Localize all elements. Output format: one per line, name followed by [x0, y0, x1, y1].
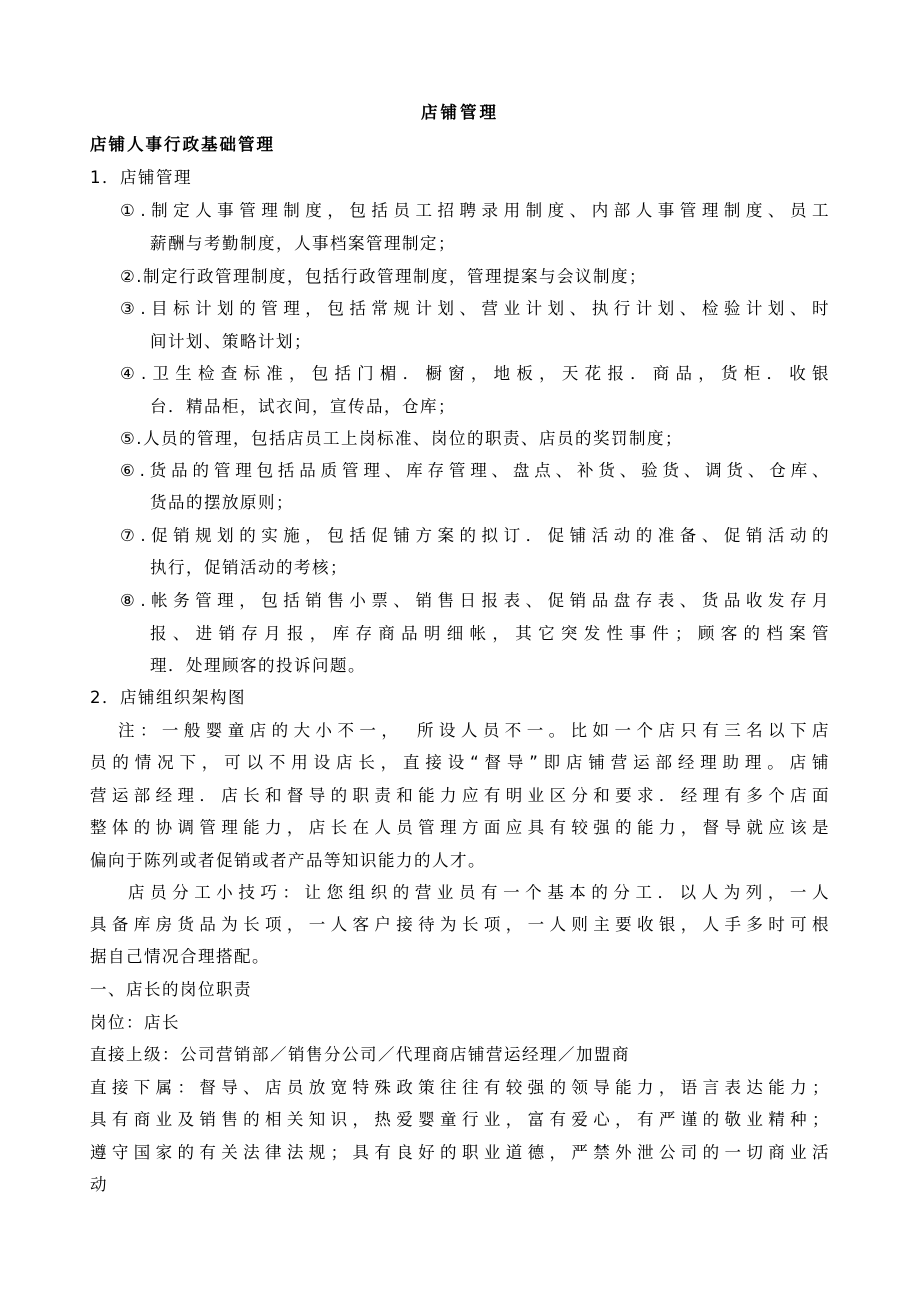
point-7-line-1: ⑦.促销规划的实施，包括促铺方案的拟订．促铺活动的准备、促销活动的: [120, 526, 830, 545]
point-4-line-1: ④.卫生检查标准，包括门楣．橱窗，地板，天花报．商品，货柜．收银: [120, 364, 830, 383]
item2-label: 2．店铺组织架构图: [90, 688, 246, 707]
note-line-5: 偏向于陈列或者促销或者产品等知识能力的人才。: [90, 851, 486, 870]
tip-line-2: 具备库房货品为长项，一人客户接待为长项，一人则主要收银，人手多时可根: [90, 915, 830, 934]
superior-line: 直接上级：公司营销部／销售分公司／代理商店铺营运经理／加盟商: [90, 1045, 630, 1064]
tip-line-3: 据自己情况合理搭配。: [90, 947, 270, 966]
item1-label: 1．店铺管理: [90, 168, 192, 187]
note-line-3: 营运部经理．店长和督导的职责和能力应有明业区分和要求．经理有多个店面: [90, 786, 830, 805]
point-1-line-1: ①.制定人事管理制度，包括员工招聘录用制度、内部人事管理制度、员工: [120, 201, 830, 220]
point-5-line-1: ⑤.人员的管理，包括店员工上岗标准、岗位的职责、店员的奖罚制度；: [120, 429, 684, 448]
section-one-heading: 一、店长的岗位职责: [90, 980, 252, 999]
note-line-2: 员的情况下，可以不用设店长，直接设“督导”即店铺营运部经理助理。店铺: [90, 753, 830, 772]
post-line: 岗位：店长: [90, 1013, 180, 1032]
point-8-line-3: 理．处理顾客的投诉问题。: [150, 656, 366, 675]
tip-line-1: 店员分工小技巧：让您组织的营业员有一个基本的分工．以人为列，一人: [128, 883, 830, 902]
subordinate-line-4: 动: [90, 1175, 108, 1194]
note-line-4: 整体的协调管理能力，店长在人员管理方面应具有较强的能力，督导就应该是: [90, 818, 830, 837]
point-6-line-2: 货品的摆放原则；: [150, 493, 294, 512]
subordinate-line-2: 具有商业及销售的相关知识，热爱婴童行业，富有爱心，有严谨的敬业精种；: [90, 1110, 830, 1129]
document-title: 店铺管理: [421, 103, 499, 122]
subordinate-line-3: 遵守国家的有关法律法规；具有良好的职业道德，严禁外泄公司的一切商业活: [90, 1143, 830, 1162]
note-line-1: 注：一般婴童店的大小不一， 所设人员不一。比如一个店只有三名以下店: [118, 721, 830, 740]
point-2-line-1: ②.制定行政管理制度，包括行政管理制度，管理提案与会议制度；: [120, 267, 648, 286]
section-heading: 店铺人事行政基础管理: [90, 135, 275, 154]
subordinate-line-1: 直接下属：督导、店员放宽特殊政策往往有较强的领导能力，语言表达能力；: [90, 1078, 830, 1097]
point-4-line-2: 台．精品柜，试衣间，宣传品，仓库；: [150, 397, 456, 416]
point-8-line-1: ⑧.帐务管理，包括销售小票、销售日报表、促销品盘存表、货品收发存月: [120, 591, 830, 610]
point-7-line-2: 执行，促销活动的考核；: [150, 558, 348, 577]
point-3-line-1: ③.目标计划的管理，包括常规计划、营业计划、执行计划、检验计划、时: [120, 299, 830, 318]
point-8-line-2: 报、进销存月报，库存商品明细帐，其它突发性事件；顾客的档案管: [150, 624, 830, 643]
point-6-line-1: ⑥.货品的管理包括品质管理、库存管理、盘点、补货、验货、调货、仓库、: [120, 461, 830, 480]
point-1-line-2: 薪酬与考勤制度，人事档案管理制定；: [150, 234, 456, 253]
point-3-line-2: 间计划、策略计划；: [150, 332, 312, 351]
